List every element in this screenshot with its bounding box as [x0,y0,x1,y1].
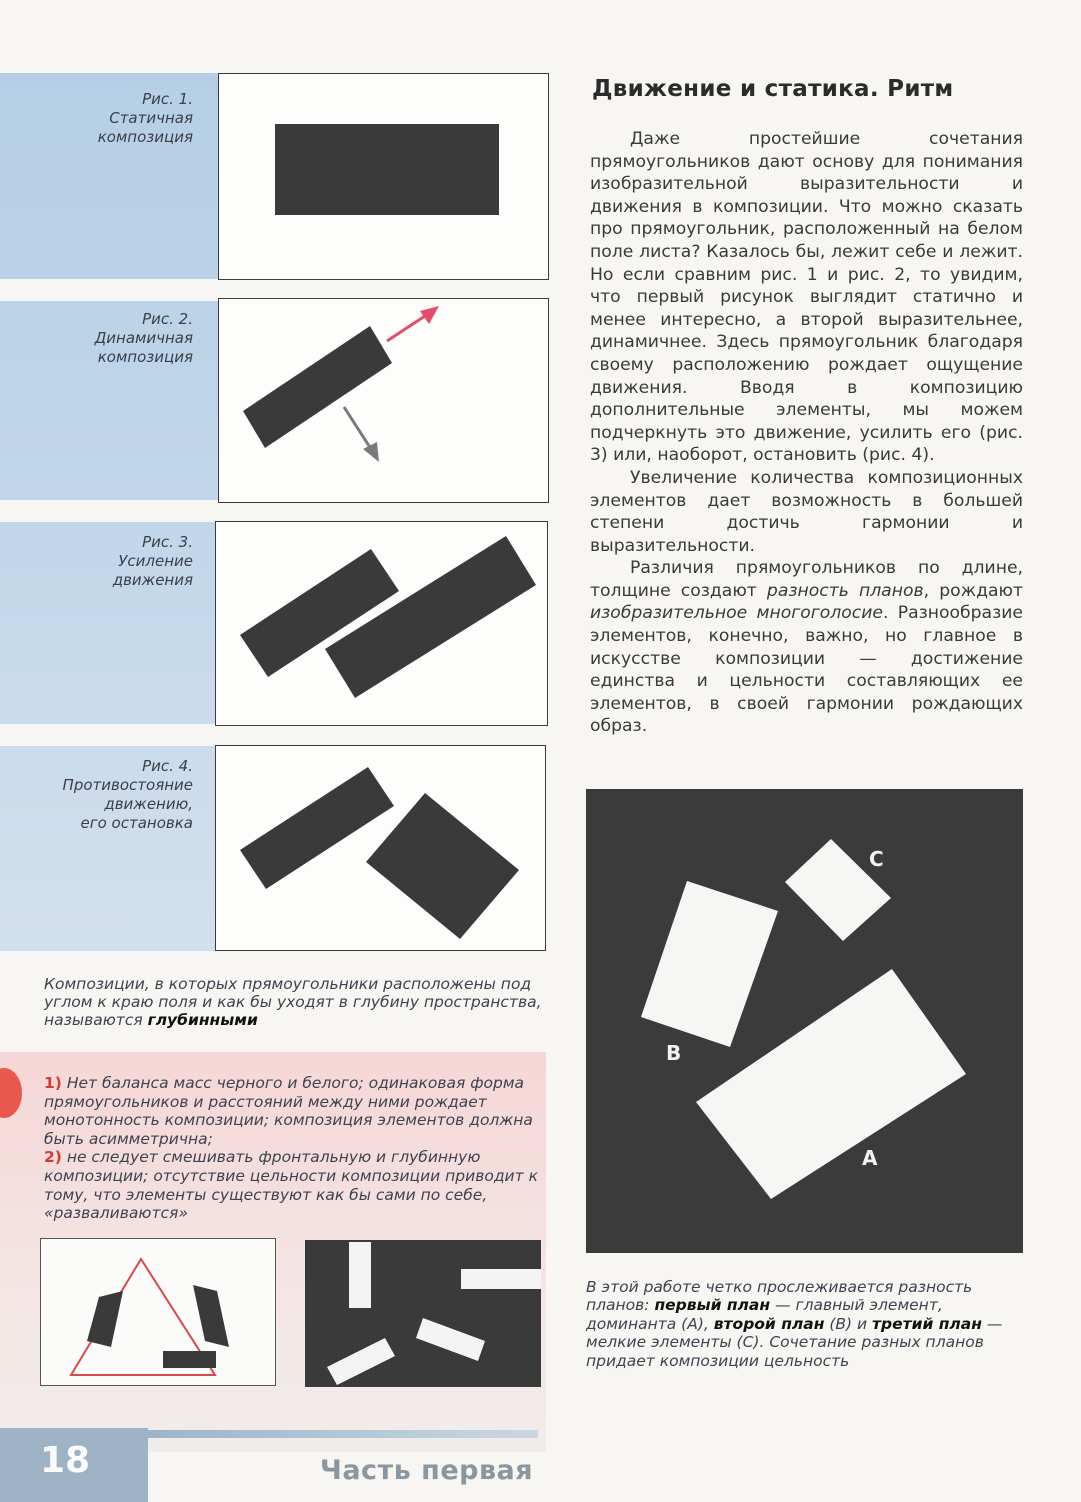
figure-1-static-composition [218,73,549,280]
plane-b-label: B [666,1041,682,1065]
white-rect-tilted-1 [416,1318,485,1361]
paragraph-1: Даже простейшие сочетания прямоугольников дают основу для понимания изобразительной выразительности и движения в композиции. Что можно сказать про прямоугольник, расположенный на белом поле листа? Казалось бы, лежит себе и лежит. Но если сравним рис. 1 и рис. 2, то увидим, что первый рисунок выглядит статично и менее интересно, а второй выразительнее, динамичнее. Здесь прямоугольник благодаря своему расположению рождает ощущение движения. Вводя в композицию дополнительные элементы, мы можем подчеркнуть это движение, усилить его (рис. 3) или, наоборот, остановить (рис. 4). [590,129,1023,466]
section-title: Движение и статика. Ритм [592,76,954,102]
figure-1-label: Рис. 1. Статичная композиция [97,90,193,146]
depth-composition-definition: Композиции, в которых прямоугольники расположены под углом к краю поля и как бы уходят в глубину пространства, называются глубинными [44,975,542,1029]
static-rectangle [275,124,499,215]
movement-arrow-up [387,316,425,341]
mistakes-text: 1) Нет баланса масс черного и белого; одинаковая форма прямоугольников и расстояний между ними рождает монотонность композиции; композиция элементов должна быть асимметрична; 2) не следует смешивать фронтальную и глубинную композиции; отсутствие цельности композиции приводит к тому, что элементы существуют как бы сами по себе, «разваливаются» [44,1074,538,1223]
white-rect-horizontal [461,1269,541,1289]
rectangle-diagonal [240,767,394,889]
figure-4-opposing-movement [215,745,546,951]
planes-caption: В этой работе четко прослеживается разность планов: первый план — главный элемент, доминанта (А), второй план (В) и третий план — мелкие элементы (С). Сочетание разных планов придает композиции цельность [586,1278,1003,1370]
figure-4-label: Рис. 4. Противостояние движению, его остановка [62,757,193,832]
movement-arrow-down [344,407,371,449]
paragraph-2: Увеличение количества композиционных элементов дает возможность в большей степени достичь гармонии и выразительности. [590,467,1023,556]
figure-2-dynamic-composition [218,298,549,503]
dynamic-rectangle [243,326,392,448]
rectangle-left [87,1291,123,1347]
plane-a-label: A [862,1146,878,1170]
mistake-example-scattered [305,1240,541,1387]
white-rect-tilted-2 [327,1338,395,1385]
planes-composition-example [586,789,1023,1253]
page-number: 18 [40,1440,91,1481]
rectangle-right [193,1285,229,1347]
plane-c-label: C [869,847,884,871]
figure-3-label: Рис. 3. Усиление движения [112,533,193,589]
movement-arrow-down-head [363,442,379,462]
footer-rule [148,1430,538,1438]
movement-arrow-up-head [420,306,439,324]
figure-3-reinforced-movement [215,521,548,726]
divider [0,724,218,746]
rectangle-blocking [366,793,519,939]
rectangle-bottom [163,1351,216,1368]
paragraph-3: Различия прямоугольников по длине, толщине создают разность планов, рождают изобразительное многоголосие. Разнообразие элементов, конечно, важно, но главное в искусстве композиции — достижение единства и цельности составляющих ее элементов, в своей гармонии рождающих образ. [590,558,1023,737]
figure-2-label: Рис. 2. Динамичная композиция [94,310,193,366]
divider [0,500,218,522]
white-rect-vertical [349,1242,371,1308]
mistake-example-symmetric [40,1238,276,1386]
part-title: Часть первая [320,1455,534,1486]
body-text [590,128,1023,738]
plane-b-rectangle [641,881,778,1047]
divider [0,279,218,301]
